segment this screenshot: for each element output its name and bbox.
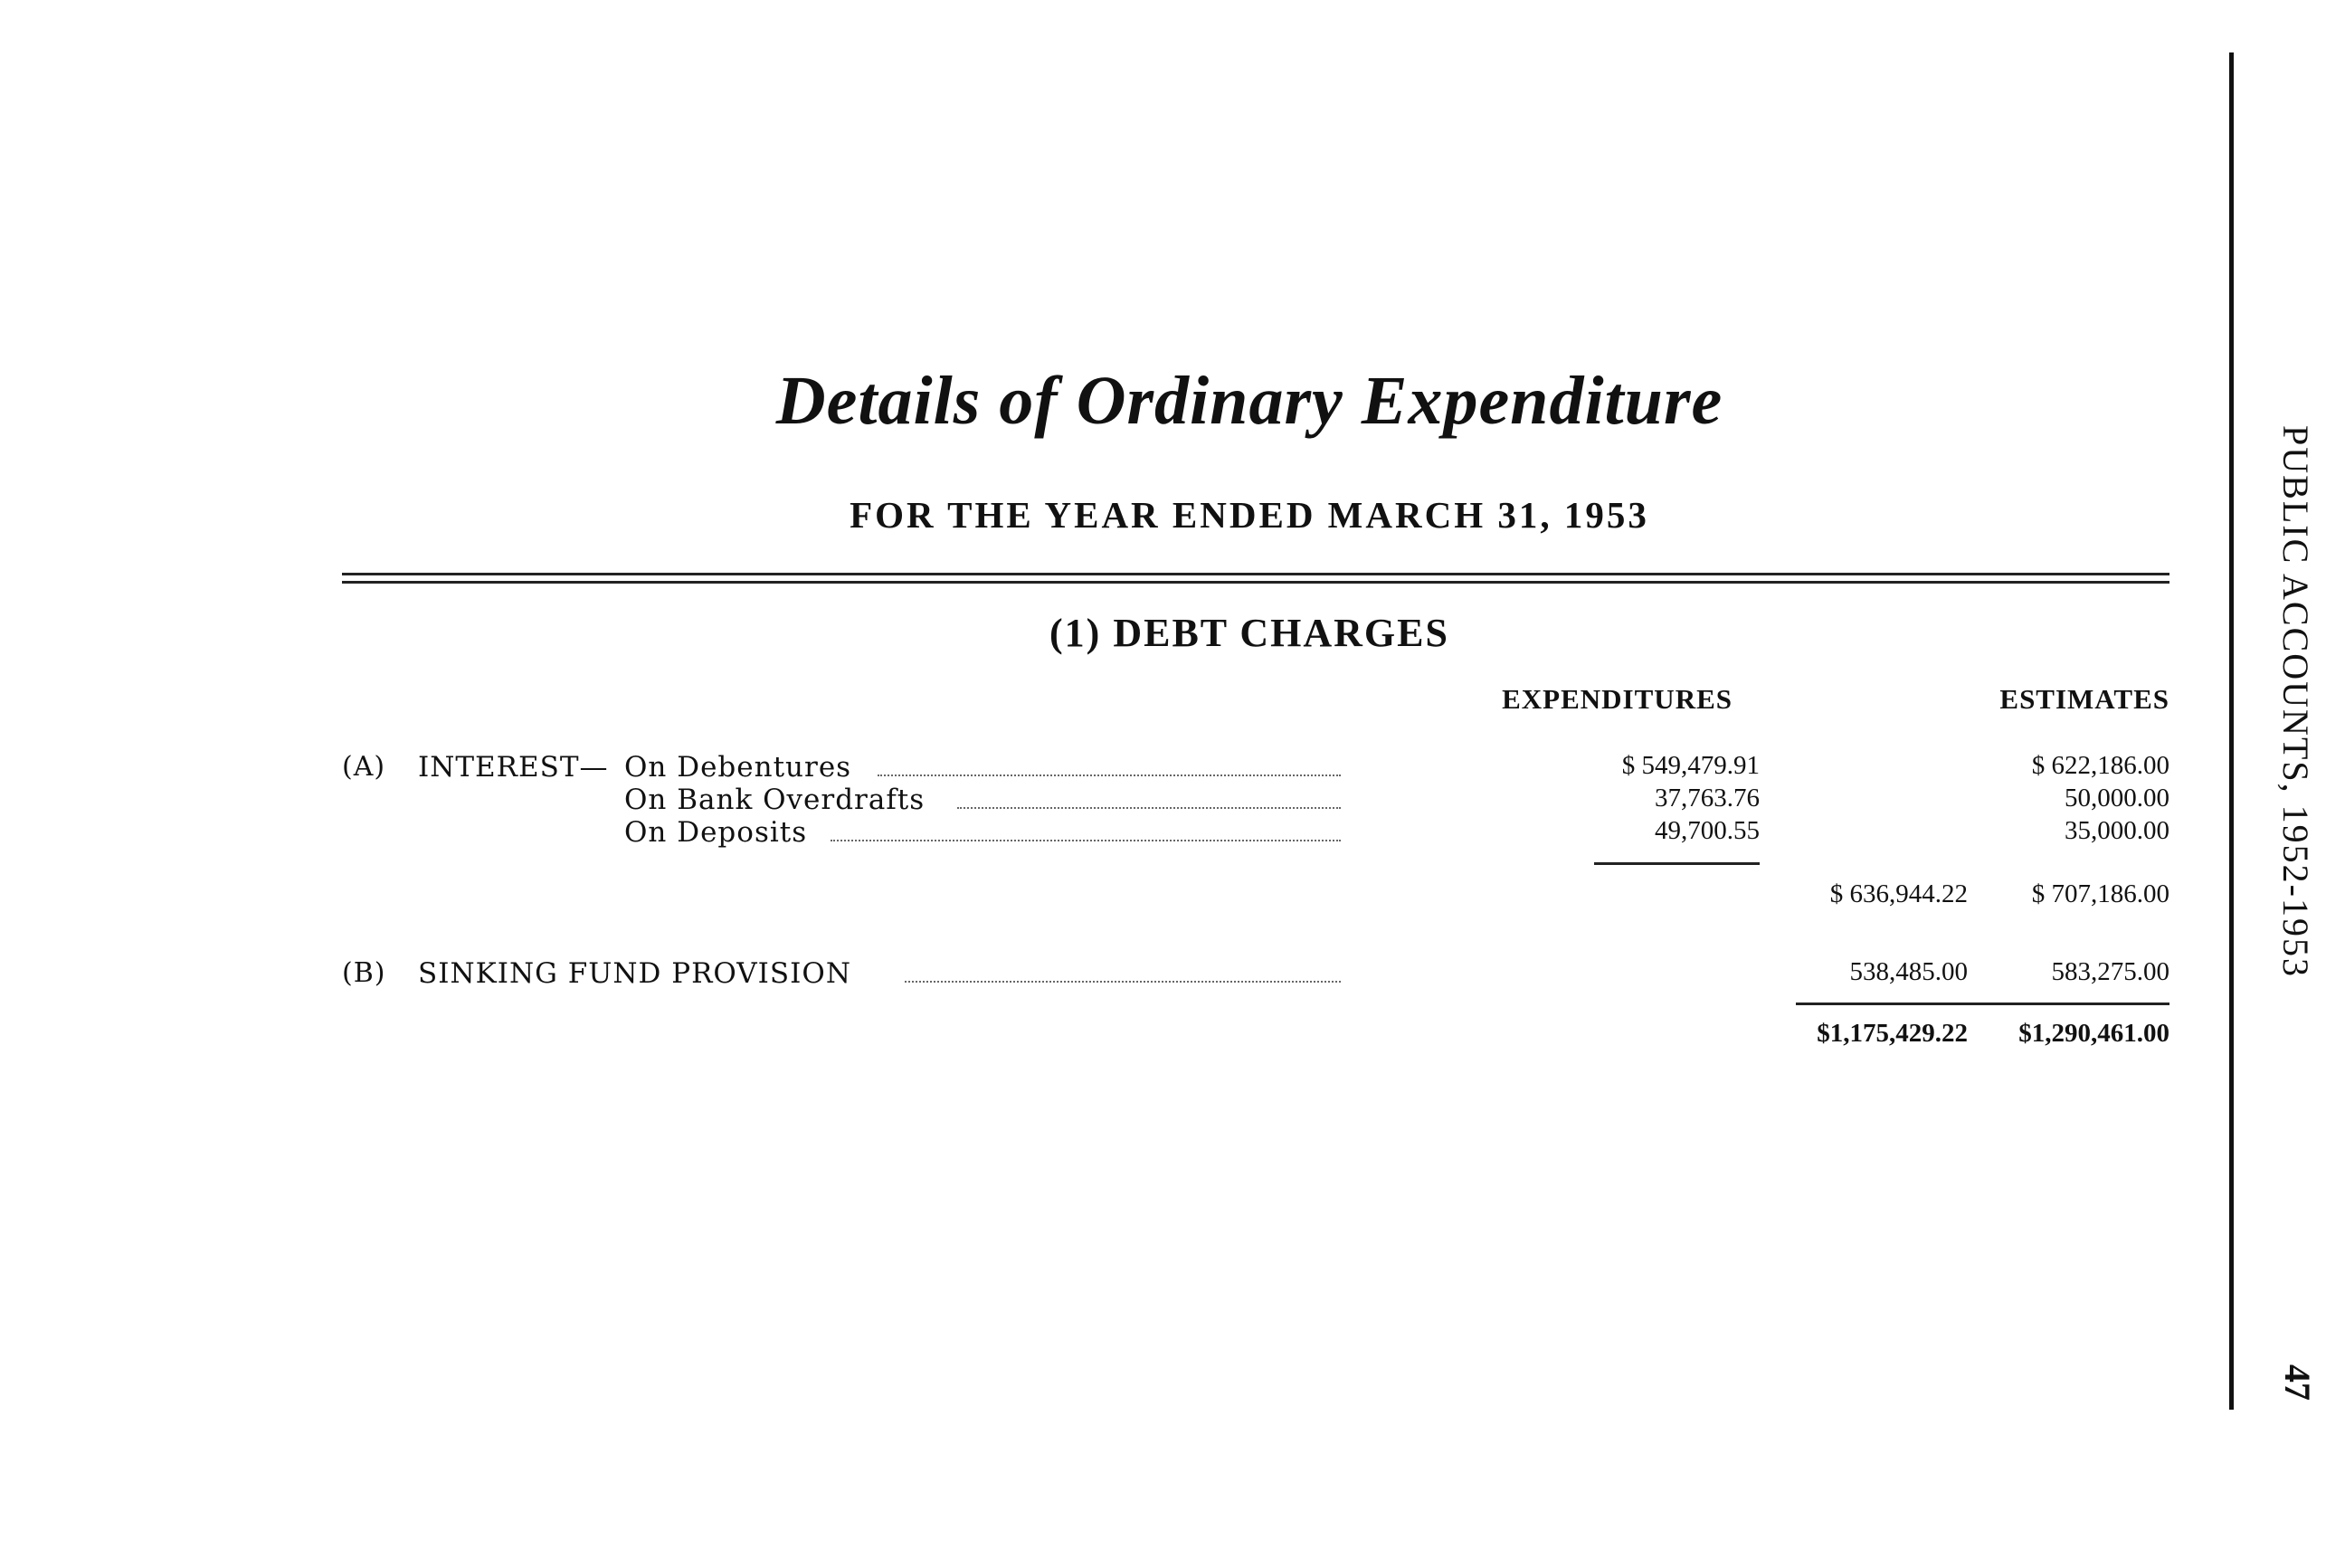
row-debentures-label: On Debentures bbox=[624, 751, 852, 784]
row-deposits-label: On Deposits bbox=[624, 816, 808, 849]
interest-subtotal-expenditure: $ 636,944.22 bbox=[1829, 879, 1968, 908]
page-title: Details of Ordinary Expenditure bbox=[775, 363, 1723, 439]
row-deposits-expenditure: 49,700.55 bbox=[1655, 816, 1760, 845]
interest-letter: (A) bbox=[342, 751, 386, 783]
leader-dots bbox=[957, 807, 1341, 809]
interest-subtotal-estimate: $ 707,186.00 bbox=[2031, 879, 2169, 908]
leader-dots bbox=[831, 840, 1341, 841]
sinking-fund-label: SINKING FUND PROVISION bbox=[418, 957, 851, 990]
leader-dots bbox=[878, 774, 1341, 776]
row-debentures-expenditure: $ 549,479.91 bbox=[1621, 751, 1760, 780]
row-overdrafts-label: On Bank Overdrafts bbox=[624, 784, 926, 816]
row-debentures-estimate: $ 622,186.00 bbox=[2031, 751, 2169, 780]
row-overdrafts-estimate: 50,000.00 bbox=[2065, 784, 2169, 813]
column-header-expenditures: EXPENDITURES bbox=[1502, 683, 1733, 715]
sinking-fund-expenditure: 538,485.00 bbox=[1849, 957, 1968, 986]
page-number: 47 bbox=[2277, 1364, 2318, 1401]
running-header: PUBLIC ACCOUNTS, 1952-1953 bbox=[2275, 425, 2316, 978]
margin-rule bbox=[2229, 52, 2234, 1410]
column-header-estimates: ESTIMATES bbox=[1999, 683, 2169, 715]
row-overdrafts-expenditure: 37,763.76 bbox=[1655, 784, 1760, 813]
section-title: (1) DEBT CHARGES bbox=[1049, 611, 1449, 655]
subtotal-rule bbox=[1594, 862, 1760, 865]
leader-dots bbox=[905, 981, 1341, 983]
total-expenditure: $1,175,429.22 bbox=[1817, 1019, 1968, 1048]
interest-label: INTEREST— bbox=[418, 751, 609, 784]
total-rule-estimates bbox=[1959, 1003, 2169, 1005]
row-deposits-estimate: 35,000.00 bbox=[2065, 816, 2169, 845]
sinking-fund-estimate: 583,275.00 bbox=[2051, 957, 2169, 986]
double-rule-bottom bbox=[342, 581, 2169, 584]
total-estimate: $1,290,461.00 bbox=[2018, 1019, 2169, 1048]
total-rule-expenditures bbox=[1796, 1003, 1968, 1005]
sinking-fund-letter: (B) bbox=[342, 957, 386, 989]
page-subtitle: FOR THE YEAR ENDED MARCH 31, 1953 bbox=[850, 494, 1649, 536]
double-rule-top bbox=[342, 573, 2169, 575]
